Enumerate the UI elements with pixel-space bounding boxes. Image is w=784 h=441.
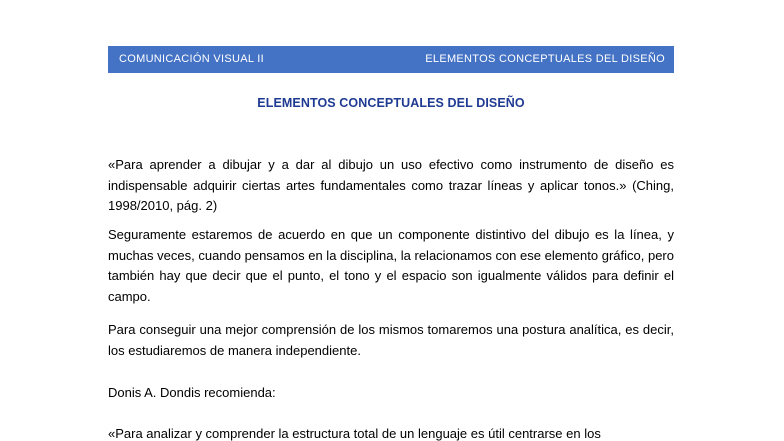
document-title: ELEMENTOS CONCEPTUALES DEL DISEÑO bbox=[257, 96, 525, 110]
quote-paragraph-ching: «Para aprender a dibujar y a dar al dibujo un uso efectivo como instrumento de diseño es indispensable adquirir ciertas artes fundamentales como trazar líneas y aplicar tonos.» (Ching, 1998/2010, pág. 2) bbox=[108, 157, 674, 213]
quote-paragraph-dondis: «Para analizar y comprender la estructura total de un lenguaje es útil centrarse en los bbox=[108, 426, 601, 441]
section-name: ELEMENTOS CONCEPTUALES DEL DISEÑO bbox=[425, 53, 665, 65]
body-paragraph-dondis: Donis A. Dondis recomienda: bbox=[108, 385, 276, 400]
page-header-bar bbox=[108, 46, 674, 73]
body-paragraph-analysis: Para conseguir una mejor comprensión de los mismos tomaremos una postura analítica, es decir, los estudiaremos de manera independiente. bbox=[108, 322, 674, 358]
course-name: COMUNICACIÓN VISUAL II bbox=[119, 53, 264, 65]
body-paragraph-line: Seguramente estaremos de acuerdo en que un componente distintivo del dibujo es la línea, y muchas veces, cuando pensamos en la disciplina, la relacionamos con ese elemento gráfico, pero también hay que decir que el punto, el tono y el espacio son igualmente válidos para definir el campo. bbox=[108, 227, 674, 304]
